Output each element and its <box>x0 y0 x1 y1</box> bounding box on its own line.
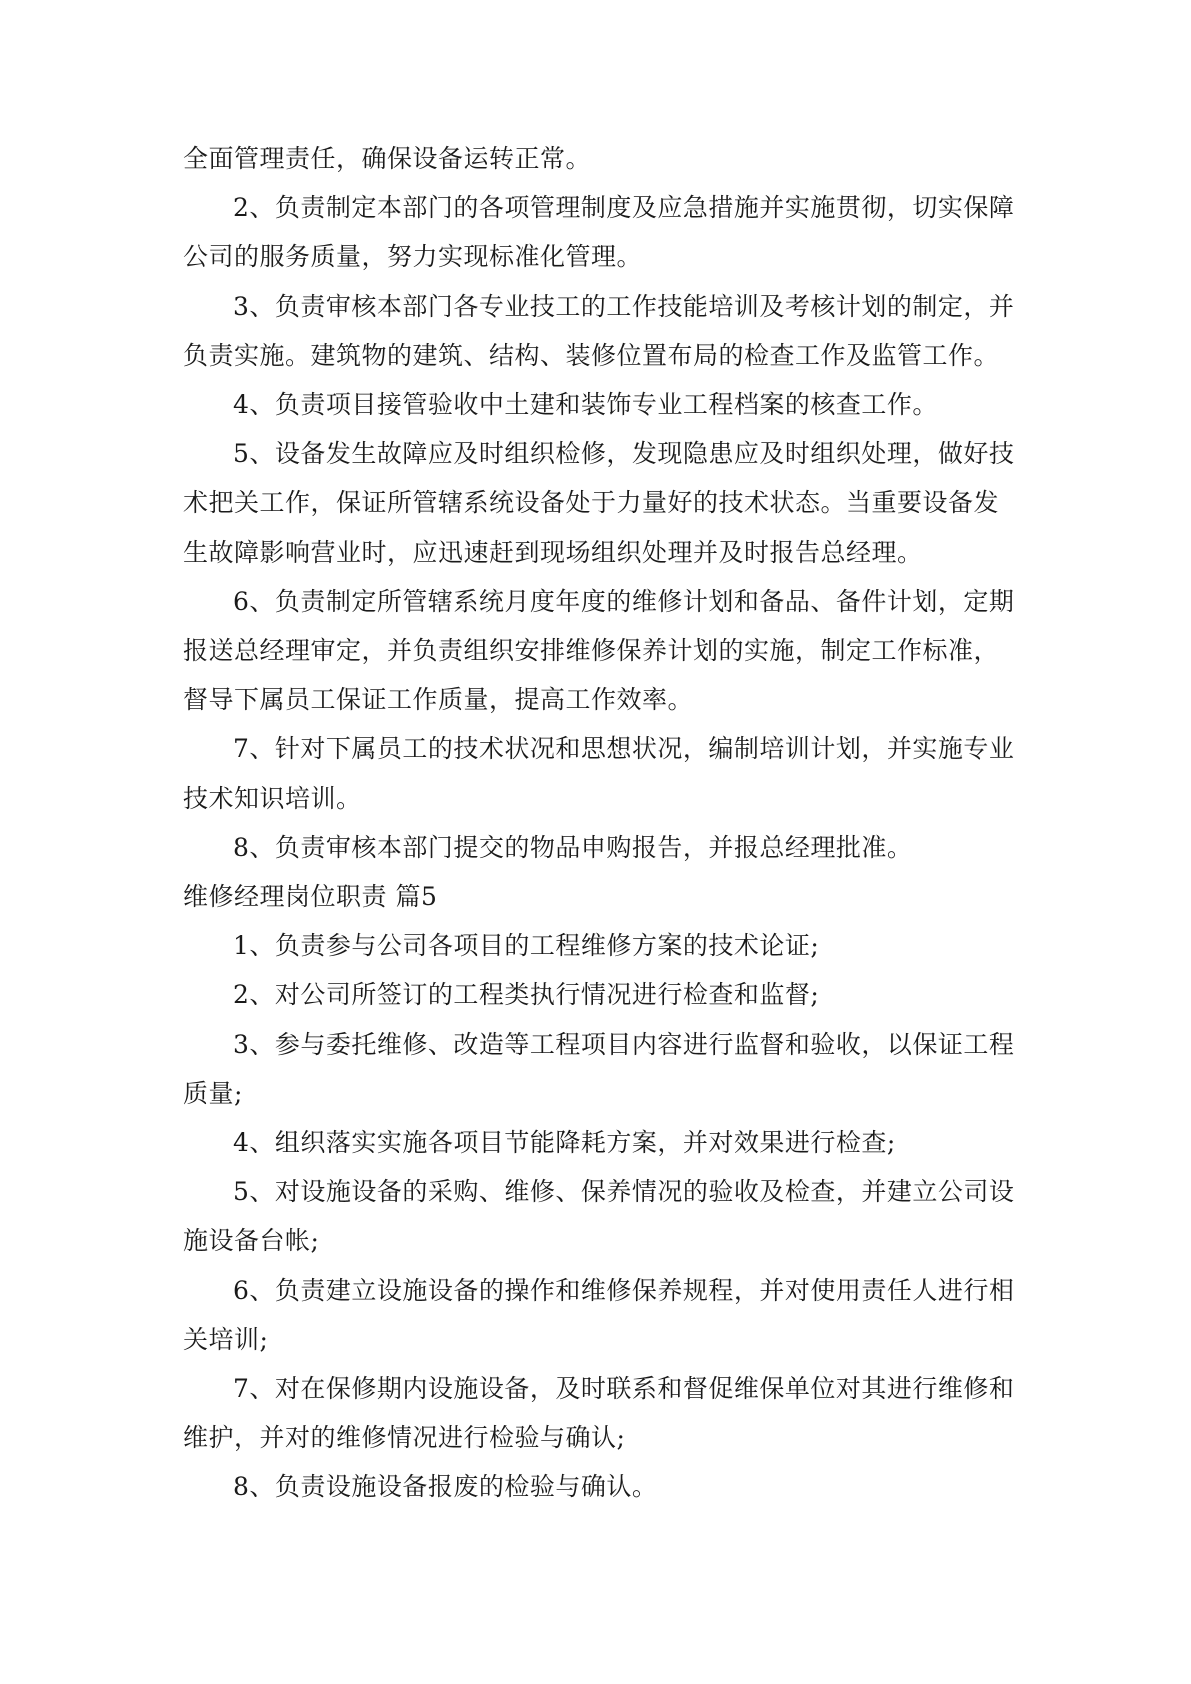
paragraph-item-5: 5、设备发生故障应及时组织检修，发现隐患应及时组织处理，做好技术把关工作，保证所管辖系统设备处于力量好的技术状态。当重要设备发生故障影响营业时，应迅速赶到现场组织处理并及时报告总经理。 <box>183 439 1015 567</box>
paragraph-continuation: 全面管理责任，确保设备运转正常。 <box>183 144 592 173</box>
paragraph-item-8: 8、负责审核本部门提交的物品申购报告，并报总经理批准。 <box>233 832 913 862</box>
paragraph-item-4: 4、负责项目接管验收中土建和装饰专业工程档案的核查工作。 <box>233 390 938 420</box>
section5-item-5: 5、对设施设备的采购、维修、保养情况的验收及检查，并建立公司设施设备台帐; <box>183 1177 1015 1256</box>
section-heading: 维修经理岗位职责 篇5 <box>183 882 438 912</box>
section5-item-1: 1、负责参与公司各项目的工程维修方案的技术论证; <box>233 931 820 961</box>
section5-item-4: 4、组织落实实施各项目节能降耗方案，并对效果进行检查; <box>233 1128 896 1158</box>
paragraph-item-6: 6、负责制定所管辖系统月度年度的维修计划和备品、备件计划，定期报送总经理审定，并负责组织安排维修保养计划的实施，制定工作标准，督导下属员工保证工作质量，提高工作效率。 <box>183 586 1015 715</box>
section5-item-3: 3、参与委托维修、改造等工程项目内容进行监督和验收，以保证工程质量; <box>183 1029 1015 1108</box>
paragraph-item-2: 2、负责制定本部门的各项管理制度及应急措施并实施贯彻，切实保障公司的服务质量，努力实现标准化管理。 <box>183 193 1015 272</box>
paragraph-item-7: 7、针对下属员工的技术状况和思想状况，编制培训计划，并实施专业技术知识培训。 <box>183 734 1015 813</box>
section5-item-2: 2、对公司所签订的工程类执行情况进行检查和监督; <box>233 980 820 1010</box>
document-body <box>183 134 1023 1512</box>
section5-item-7: 7、对在保修期内设施设备，及时联系和督促维保单位对其进行维修和维护，并对的维修情况进行检验与确认; <box>183 1374 1015 1453</box>
section5-item-6: 6、负责建立设施设备的操作和维修保养规程，并对使用责任人进行相关培训; <box>183 1275 1015 1354</box>
paragraph-item-3: 3、负责审核本部门各专业技工的工作技能培训及考核计划的制定，并负责实施。建筑物的建筑、结构、装修位置布局的检查工作及监管工作。 <box>183 291 1015 370</box>
section5-item-8: 8、负责设施设备报废的检验与确认。 <box>233 1472 658 1502</box>
